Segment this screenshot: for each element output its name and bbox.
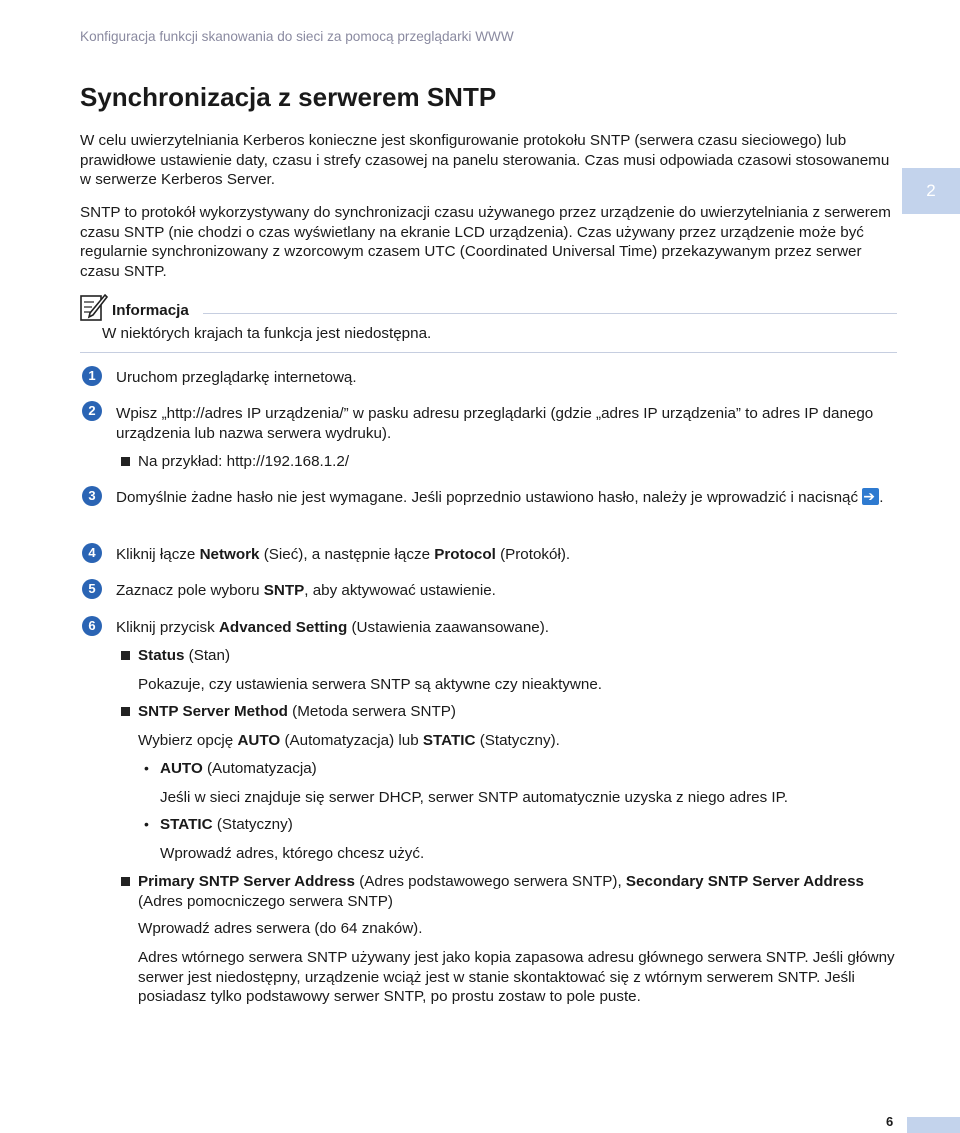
step-3-text-a: Domyślnie żadne hasło nie jest wymagane. Jeśli poprzednio ustawiono hasło, należy je wprowadzić i nacisnąć bbox=[116, 489, 859, 506]
step-2-text: Wpisz „http://adres IP urządzenia/” w pasku adresu przeglądarki (gdzie „adres IP urządzenia” to adres IP danego urządzenia lub nazwa serwera wydruku). bbox=[116, 405, 874, 442]
step-number-4: 4 bbox=[82, 543, 102, 563]
chapter-tab: 2 bbox=[902, 168, 960, 214]
step-6-pre: Kliknij przycisk bbox=[116, 619, 219, 636]
step-4-post: (Protokół). bbox=[495, 546, 571, 563]
step-number-1: 1 bbox=[82, 366, 102, 386]
primary-address-label: Primary SNTP Server Address bbox=[138, 873, 355, 890]
secondary-address-label: Secondary SNTP Server Address bbox=[625, 873, 864, 890]
static-label-rest: (Statyczny) bbox=[212, 816, 293, 833]
sntp-checkbox-label: SNTP bbox=[263, 582, 305, 599]
example-url: Na przykład: http://192.168.1.2/ bbox=[138, 453, 350, 470]
bullet-square bbox=[121, 651, 130, 660]
step-number-3: 3 bbox=[82, 486, 102, 506]
bullet-square bbox=[121, 457, 130, 466]
address-heading bbox=[138, 872, 898, 911]
status-label: Status bbox=[138, 647, 185, 664]
step-4-text bbox=[116, 545, 906, 565]
step-5-post: , aby aktywować ustawienie. bbox=[304, 582, 496, 599]
note-title: Informacja bbox=[112, 302, 189, 319]
note-divider-top bbox=[203, 313, 897, 314]
running-header: Konfiguracja funkcji skanowania do sieci za pomocą przeglądarki WWW bbox=[80, 29, 514, 44]
bullet-square bbox=[121, 707, 130, 716]
status-description: Pokazuje, czy ustawienia serwera SNTP są aktywne czy nieaktywne. bbox=[138, 676, 602, 693]
network-link-label: Network bbox=[199, 546, 260, 563]
enter-arrow-icon: ➔ bbox=[862, 488, 879, 505]
method-desc-auto: AUTO bbox=[237, 732, 281, 749]
method-desc-pre: Wybierz opcję bbox=[138, 732, 238, 749]
step-6-post: (Ustawienia zaawansowane). bbox=[347, 619, 550, 636]
step-4-pre: Kliknij łącze bbox=[116, 546, 200, 563]
status-label-rest: (Stan) bbox=[184, 647, 230, 664]
step-number-6: 6 bbox=[82, 616, 102, 636]
sntp-paragraph: SNTP to protokół wykorzystywany do synchronizacji czasu używanego przez urządzenie do uwierzytelniania z serwerem czasu SNTP (nie chodzi o czas wyświetlany na ekranie LCD urządzenia). Czas używany przez urządzenie może być regularnie synchronizowany z wzorcowym czasem UTC (Coordinated Universal Time) przekazywanym przez serwer czasu SNTP. bbox=[80, 204, 891, 280]
protocol-link-label: Protocol bbox=[434, 546, 496, 563]
step-6-text bbox=[116, 618, 906, 638]
auto-description: Jeśli w sieci znajduje się serwer DHCP, serwer SNTP automatycznie uzyska z niego adres IP. bbox=[160, 789, 789, 806]
static-description: Wprowadź adres, którego chcesz użyć. bbox=[160, 845, 425, 862]
method-desc-mid: (Automatyzacja) lub bbox=[280, 732, 423, 749]
step-3-text bbox=[116, 488, 906, 508]
step-number-5: 5 bbox=[82, 579, 102, 599]
bullet-square bbox=[121, 877, 130, 886]
status-heading bbox=[138, 646, 898, 666]
footer-bar bbox=[907, 1117, 960, 1133]
address-mid: (Adres podstawowego serwera SNTP), bbox=[354, 873, 626, 890]
auto-heading bbox=[160, 759, 920, 779]
intro-paragraph: W celu uwierzytelniania Kerberos konieczne jest skonfigurowanie protokołu SNTP (serwera czasu sieciowego) lub prawidłowe ustawienie daty, czasu i strefy czasowej na panelu sterowania. Czas musi odpowiada czasowi stosowanemu w serwerze Kerberos Server. bbox=[80, 132, 890, 188]
auto-label: AUTO bbox=[160, 760, 203, 777]
page-number: 6 bbox=[886, 1114, 894, 1129]
method-label: SNTP Server Method bbox=[138, 703, 288, 720]
address-description-1: Wprowadź adres serwera (do 64 znaków). bbox=[138, 920, 423, 937]
bullet-dot: • bbox=[144, 760, 149, 776]
method-label-rest: (Metoda serwera SNTP) bbox=[287, 703, 456, 720]
note-divider-bottom bbox=[80, 352, 897, 353]
step-5-text bbox=[116, 581, 906, 601]
note-text: W niektórych krajach ta funkcja jest niedostępna. bbox=[102, 325, 432, 342]
address-rest: (Adres pomocniczego serwera SNTP) bbox=[138, 892, 393, 910]
method-heading bbox=[138, 702, 898, 722]
step-4-mid: (Sieć), a następnie łącze bbox=[259, 546, 435, 563]
step-number-2: 2 bbox=[82, 401, 102, 421]
step-3-text-b: . bbox=[879, 489, 884, 506]
auto-label-rest: (Automatyzacja) bbox=[202, 760, 317, 777]
static-label: STATIC bbox=[160, 816, 213, 833]
method-desc-post: (Statyczny). bbox=[475, 732, 560, 749]
method-desc-static: STATIC bbox=[422, 732, 476, 749]
note-pencil-icon bbox=[80, 293, 108, 323]
bullet-dot: • bbox=[144, 816, 149, 832]
step-1-text: Uruchom przeglądarkę internetową. bbox=[116, 369, 357, 386]
advanced-setting-label: Advanced Setting bbox=[218, 619, 348, 636]
static-heading bbox=[160, 815, 920, 835]
step-5-pre: Zaznacz pole wyboru bbox=[116, 582, 264, 599]
address-description-2: Adres wtórnego serwera SNTP używany jest jako kopia zapasowa adresu głównego serwera SNTP. Jeśli główny serwer jest niedostępny, urządzenie wciąż jest w stanie skontaktować się z wtórnym serwerem SNTP. Jeśli posiadasz tylko podstawowy serwer SNTP, po prostu zostaw to pole puste. bbox=[138, 949, 895, 1005]
section-title: Synchronizacja z serwerem SNTP bbox=[80, 82, 497, 112]
method-description bbox=[138, 731, 898, 751]
